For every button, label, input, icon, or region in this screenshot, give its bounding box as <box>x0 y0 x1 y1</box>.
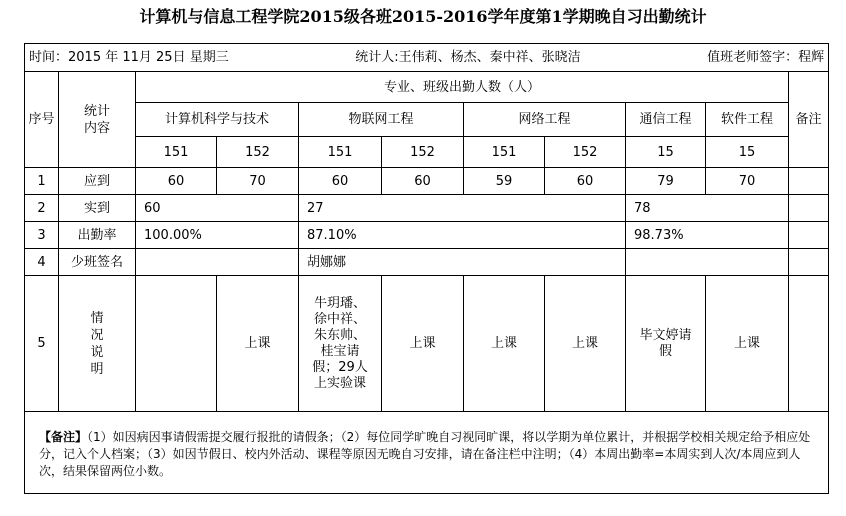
cell-value <box>136 276 217 412</box>
row-label: 出勤率 <box>59 222 136 249</box>
notes-text: （1）如因病因事请假需提交履行报批的请假条；（2）每位同学旷晚自习视同旷课，将以学期为单位累计，并根据学校相关规定给予相应处分，记入个人档案；（3）如因节假日、校内外活动、课程等原因无晚自习安排，请在备注栏中注明；（4）本周出勤率=本周实到人次/本周应到人次，结果保留两位小数。 <box>39 430 811 478</box>
cell-value: 87.10% <box>299 222 626 249</box>
cell-value: 牛玥璠、徐中祥、朱东帅、桂宝请假；29人上实验课 <box>299 276 382 412</box>
major-iot: 物联网工程 <box>299 103 464 137</box>
cell-value: 60 <box>136 195 299 222</box>
cell-value: 上课 <box>382 276 464 412</box>
class-cell: 15 <box>626 137 706 168</box>
notes-label: 【备注】 <box>39 430 88 444</box>
cell-value: 79 <box>626 168 706 195</box>
cell-value: 60 <box>136 168 217 195</box>
class-cell: 152 <box>382 137 464 168</box>
row-label: 实到 <box>59 195 136 222</box>
row-number: 5 <box>25 276 59 412</box>
row-label: 应到 <box>59 168 136 195</box>
meta-cell <box>25 44 829 72</box>
row-number: 1 <box>25 168 59 195</box>
cell-value <box>626 249 789 276</box>
row-number: 4 <box>25 249 59 276</box>
cell-value: 上课 <box>217 276 299 412</box>
table-row <box>25 168 829 195</box>
header-row-classes <box>25 137 829 168</box>
table-row <box>25 249 829 276</box>
group-header: 专业、班级出勤人数（人） <box>136 72 789 103</box>
cell-value: 78 <box>626 195 789 222</box>
cell-value: 27 <box>299 195 626 222</box>
remark-cell <box>789 276 829 412</box>
meta-counter: 统计人:王伟莉、杨杰、秦中祥、张晓洁 <box>355 50 581 65</box>
major-network: 网络工程 <box>464 103 626 137</box>
page-title: 计算机与信息工程学院2015级各班2015-2016学年度第1学期晚自习出勤统计 <box>139 7 707 26</box>
attendance-table <box>24 43 829 494</box>
class-cell: 152 <box>545 137 626 168</box>
row-number: 2 <box>25 195 59 222</box>
cell-value: 60 <box>545 168 626 195</box>
header-row-majors <box>25 103 829 137</box>
table-row <box>25 222 829 249</box>
class-cell: 151 <box>464 137 545 168</box>
cell-value: 70 <box>217 168 299 195</box>
cell-value <box>136 249 299 276</box>
cell-value: 60 <box>299 168 382 195</box>
row-label: 少班签名 <box>59 249 136 276</box>
cell-value: 胡娜娜 <box>299 249 626 276</box>
class-cell: 151 <box>299 137 382 168</box>
class-cell: 15 <box>706 137 789 168</box>
class-cell: 151 <box>136 137 217 168</box>
header-row-group <box>25 72 829 103</box>
cell-value: 上课 <box>545 276 626 412</box>
cell-value: 毕文婷请假 <box>626 276 706 412</box>
cell-value: 100.00% <box>136 222 299 249</box>
remark-cell <box>789 195 829 222</box>
notes-cell <box>25 412 829 494</box>
major-cs: 计算机科学与技术 <box>136 103 299 137</box>
notes-row <box>25 412 829 494</box>
remark-cell <box>789 249 829 276</box>
row-number: 3 <box>25 222 59 249</box>
table-row <box>25 276 829 412</box>
remark-header: 备注 <box>789 72 829 168</box>
row-label: 情况说明 <box>59 276 136 412</box>
cell-value: 上课 <box>706 276 789 412</box>
remark-cell <box>789 222 829 249</box>
seq-header: 序号 <box>25 72 59 168</box>
remark-cell <box>789 168 829 195</box>
class-cell: 152 <box>217 137 299 168</box>
meta-teacher-signature: 值班老师签字：程辉 <box>707 50 825 65</box>
meta-row <box>25 44 829 72</box>
cell-value: 98.73% <box>626 222 789 249</box>
stat-content-header: 统计内容 <box>59 72 136 168</box>
cell-value: 60 <box>382 168 464 195</box>
major-comm: 通信工程 <box>626 103 706 137</box>
cell-value: 70 <box>706 168 789 195</box>
cell-value: 上课 <box>464 276 545 412</box>
major-software: 软件工程 <box>706 103 789 137</box>
table-row <box>25 195 829 222</box>
cell-value: 59 <box>464 168 545 195</box>
meta-time: 时间：2015 年 11月 25日 星期三 <box>29 50 229 65</box>
